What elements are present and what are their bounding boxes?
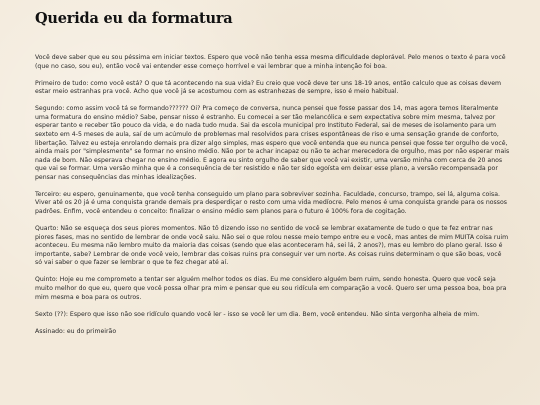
signature-line: Assinado: eu do primeirão <box>35 327 117 335</box>
paragraph-intro: Você deve saber que eu sou péssima em iniciar textos. Espero que você não tenha essa mesma dificuldade deplorável. Pelo menos o texto é para você (que no caso, sou eu), então você vai entender esse começo horrível e vai lembrar que a minha intenção foi boa. <box>35 54 506 70</box>
paragraph-first: Primeiro de tudo: como você está? O que tá acontecendo na sua vida? Eu creio que você deve ter uns 18-19 anos, então calculo que as coisas devem estar meio estranhas pra você. Acho que você já se acostumou com as estranhezas de sempre, isso é meio habitual. <box>35 79 502 96</box>
paragraph-fourth: Quarto: Não se esqueça dos seus piores momentos. Não tô dizendo isso no sentido de você se lembrar exatamente de tudo o que te fez entrar nas piores fases, mas no sentido de lembrar de onde você saiu. Não sei o que rolou nesse meio tempo entre eu e você, mas antes de mim MUITA coisa ruim aconteceu. Eu mesma não lembro muito da maioria das coisas (sendo que elas aconteceram há, sei lá, 2 anos?), mas eu lembro do plano geral. Isso é importante, sabe? Lembrar de onde você veio, lembrar das coisas ruins pra conseguir ver um norte. As coisas ruins determinam o que são boas, você só vai saber o que fazer se lembrar o que te fez chegar até aí. <box>35 225 509 267</box>
paragraph-sixth: Sexto (??): Espero que isso não soe ridículo quando você ler - isso se você ler um dia. Bem, você entendeu. Não sinta vergonha alheia de mim. <box>35 310 480 318</box>
paragraph-third: Terceiro: eu espero, genuinamente, que você tenha conseguido um plano para sobreviver sozinha. Faculdade, concurso, trampo, sei lá, alguma coisa. Viver até os 20 já é uma conquista grande demais pra desperdiçar o resto com uma vida medíocre. Pelo menos é uma conquista grande para os nossos padrões. Enfim, você entendeu o conceito: finalizar o ensino médio sem planos para o futuro é 100% fora de cogitação. <box>35 190 507 215</box>
paragraph-second: Segundo: como assim você tá se formando?????? Oi? Pra começo de conversa, nunca pensei que fosse passar dos 14, mas agora temos literalmente uma formatura do ensino médio? Sabe, pensar nisso é estranho. Eu comecei a ser tão melancólica e sem expectativa sobre mim mesma, talvez por esperar tanto e receber tão pouco da vida, e do nada tudo muda. Sai da escola municipal pro Instituto Federal, sai de meses de isolamento para um sexteto em 4-5 meses de aula, saí de um acúmulo de problemas mal resolvidos para crises espontâneas de riso e uma sensação grande de conforto, libertação. Talvez eu esteja enrolando demais pra dizer algo simples, mas espero que você entenda que eu nunca pensei que fosse ter orgulho de você, ainda mais por "simplesmente" se formar no ensino médio. Não por te achar incapaz ou não te achar merecedora de orgulho, mas por não esperar mais nada de bom. Não esperava chegar no ensino médio. E agora eu sinto orgulho de saber que você vai existir, uma versão minha com cerca de 20 anos que vai se formar. Uma versão minha que é a consequência de ter resistido e não ter sido egoísta em deixar esse plano, a versão recompensada por pensar nas consequências das minhas idealizações. <box>35 105 510 181</box>
paragraph-fifth: Quinto: Hoje eu me comprometo a tentar ser alguém melhor todos os dias. Eu me considero alguém bem ruim, sendo honesta. Quero que você seja muito melhor do que eu, quero que você possa olhar pra mim e pensar que eu sou ridícula em comparação a você. Quero ser uma pessoa boa, boa pra mim mesma e boa para os outros. <box>35 276 507 301</box>
page-title: Querida eu da formatura <box>35 10 233 27</box>
